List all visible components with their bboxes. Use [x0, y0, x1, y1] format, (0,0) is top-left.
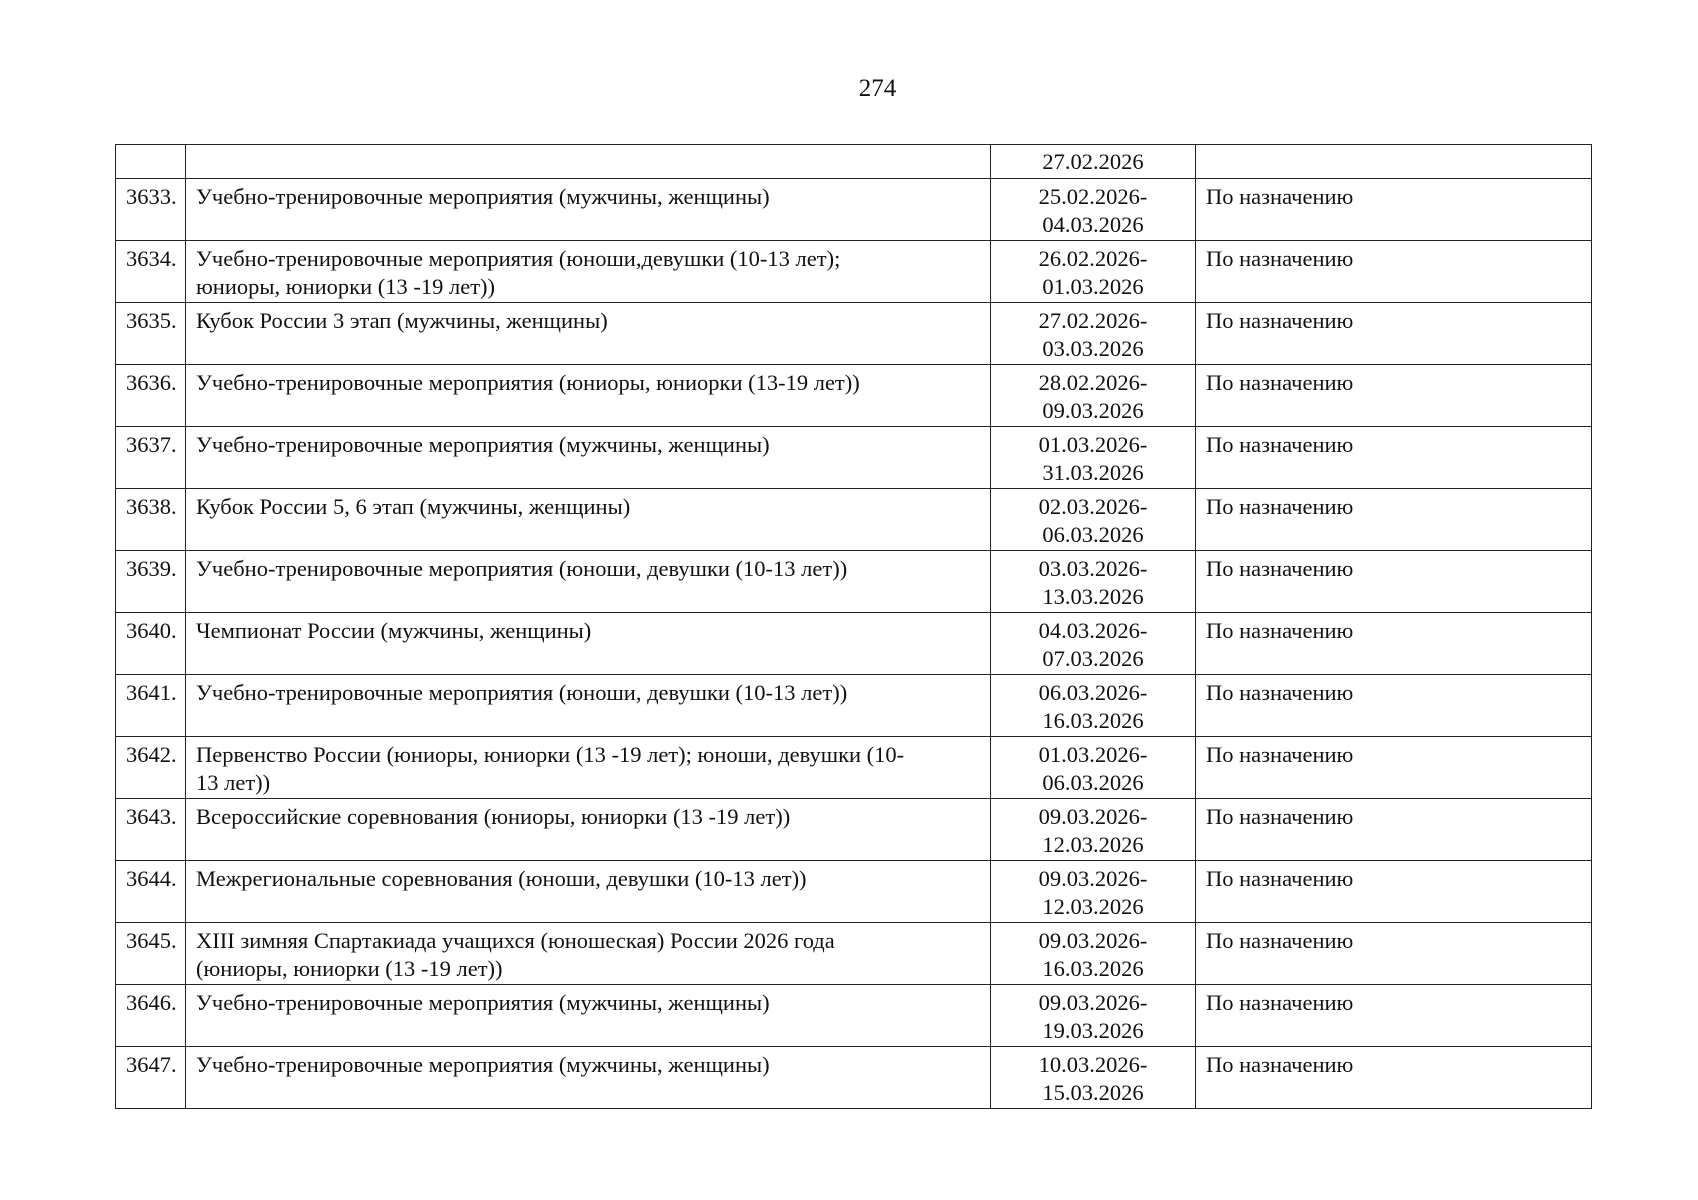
table-row [116, 923, 1592, 985]
row-number-cell: 3645. [116, 923, 186, 985]
event-place-cell: По назначению [1196, 861, 1592, 923]
events-table-body [116, 145, 1592, 1109]
row-number-cell: 3642. [116, 737, 186, 799]
event-name-cell [186, 145, 991, 179]
event-dates-cell: 03.03.2026- 13.03.2026 [991, 551, 1196, 613]
event-name-cell: XIII зимняя Спартакиада учащихся (юношеская) России 2026 года (юниоры, юниорки (13 -19 лет)) [186, 923, 991, 985]
row-number-cell: 3641. [116, 675, 186, 737]
event-place-cell: По назначению [1196, 179, 1592, 241]
event-dates-cell: 01.03.2026- 06.03.2026 [991, 737, 1196, 799]
event-name-cell: Кубок России 3 этап (мужчины, женщины) [186, 303, 991, 365]
event-dates-cell: 10.03.2026- 15.03.2026 [991, 1047, 1196, 1109]
row-number-cell: 3639. [116, 551, 186, 613]
event-dates-cell: 27.02.2026- 03.03.2026 [991, 303, 1196, 365]
table-row [116, 303, 1592, 365]
event-name-cell: Чемпионат России (мужчины, женщины) [186, 613, 991, 675]
table-row [116, 241, 1592, 303]
events-table [115, 144, 1592, 1109]
row-number-cell: 3635. [116, 303, 186, 365]
table-row [116, 737, 1592, 799]
event-name-cell: Учебно-тренировочные мероприятия (юноши, девушки (10-13 лет)) [186, 675, 991, 737]
event-place-cell: По назначению [1196, 985, 1592, 1047]
event-dates-cell: 04.03.2026- 07.03.2026 [991, 613, 1196, 675]
event-dates-cell: 09.03.2026- 19.03.2026 [991, 985, 1196, 1047]
table-row [116, 365, 1592, 427]
table-row [116, 613, 1592, 675]
event-dates-cell: 25.02.2026- 04.03.2026 [991, 179, 1196, 241]
event-place-cell: По назначению [1196, 737, 1592, 799]
row-number-cell [116, 145, 186, 179]
table-row [116, 799, 1592, 861]
event-place-cell [1196, 145, 1592, 179]
event-place-cell: По назначению [1196, 613, 1592, 675]
event-name-cell: Всероссийские соревнования (юниоры, юниорки (13 -19 лет)) [186, 799, 991, 861]
event-place-cell: По назначению [1196, 241, 1592, 303]
event-name-cell: Учебно-тренировочные мероприятия (юноши,девушки (10-13 лет); юниоры, юниорки (13 -19 лет)) [186, 241, 991, 303]
event-name-cell: Учебно-тренировочные мероприятия (мужчины, женщины) [186, 179, 991, 241]
event-dates-cell: 09.03.2026- 16.03.2026 [991, 923, 1196, 985]
event-dates-cell: 02.03.2026- 06.03.2026 [991, 489, 1196, 551]
event-name-cell: Учебно-тренировочные мероприятия (юниоры, юниорки (13-19 лет)) [186, 365, 991, 427]
event-name-cell: Первенство России (юниоры, юниорки (13 -19 лет); юноши, девушки (10- 13 лет)) [186, 737, 991, 799]
event-name-cell: Учебно-тренировочные мероприятия (мужчины, женщины) [186, 1047, 991, 1109]
row-number-cell: 3633. [116, 179, 186, 241]
event-place-cell: По назначению [1196, 799, 1592, 861]
event-dates-cell: 26.02.2026- 01.03.2026 [991, 241, 1196, 303]
event-dates-cell: 09.03.2026- 12.03.2026 [991, 799, 1196, 861]
row-number-cell: 3643. [116, 799, 186, 861]
event-place-cell: По назначению [1196, 923, 1592, 985]
event-name-cell: Межрегиональные соревнования (юноши, девушки (10-13 лет)) [186, 861, 991, 923]
event-dates-cell: 06.03.2026- 16.03.2026 [991, 675, 1196, 737]
row-number-cell: 3640. [116, 613, 186, 675]
event-place-cell: По назначению [1196, 365, 1592, 427]
table-row [116, 489, 1592, 551]
event-place-cell: По назначению [1196, 303, 1592, 365]
event-dates-cell: 28.02.2026- 09.03.2026 [991, 365, 1196, 427]
row-number-cell: 3646. [116, 985, 186, 1047]
row-number-cell: 3647. [116, 1047, 186, 1109]
event-place-cell: По назначению [1196, 675, 1592, 737]
event-place-cell: По назначению [1196, 489, 1592, 551]
event-dates-cell: 27.02.2026 [991, 145, 1196, 179]
event-dates-cell: 01.03.2026- 31.03.2026 [991, 427, 1196, 489]
table-row [116, 675, 1592, 737]
row-number-cell: 3644. [116, 861, 186, 923]
table-row [116, 427, 1592, 489]
table-row-continuation [116, 145, 1592, 179]
event-place-cell: По назначению [1196, 1047, 1592, 1109]
table-row [116, 985, 1592, 1047]
row-number-cell: 3634. [116, 241, 186, 303]
event-place-cell: По назначению [1196, 551, 1592, 613]
page-number: 274 [858, 75, 897, 102]
event-name-cell: Учебно-тренировочные мероприятия (юноши, девушки (10-13 лет)) [186, 551, 991, 613]
table-row [116, 179, 1592, 241]
table-row [116, 1047, 1592, 1109]
event-dates-cell: 09.03.2026- 12.03.2026 [991, 861, 1196, 923]
row-number-cell: 3638. [116, 489, 186, 551]
table-row [116, 551, 1592, 613]
row-number-cell: 3637. [116, 427, 186, 489]
event-name-cell: Учебно-тренировочные мероприятия (мужчины, женщины) [186, 427, 991, 489]
event-place-cell: По назначению [1196, 427, 1592, 489]
row-number-cell: 3636. [116, 365, 186, 427]
event-name-cell: Кубок России 5, 6 этап (мужчины, женщины) [186, 489, 991, 551]
event-name-cell: Учебно-тренировочные мероприятия (мужчины, женщины) [186, 985, 991, 1047]
table-row [116, 861, 1592, 923]
